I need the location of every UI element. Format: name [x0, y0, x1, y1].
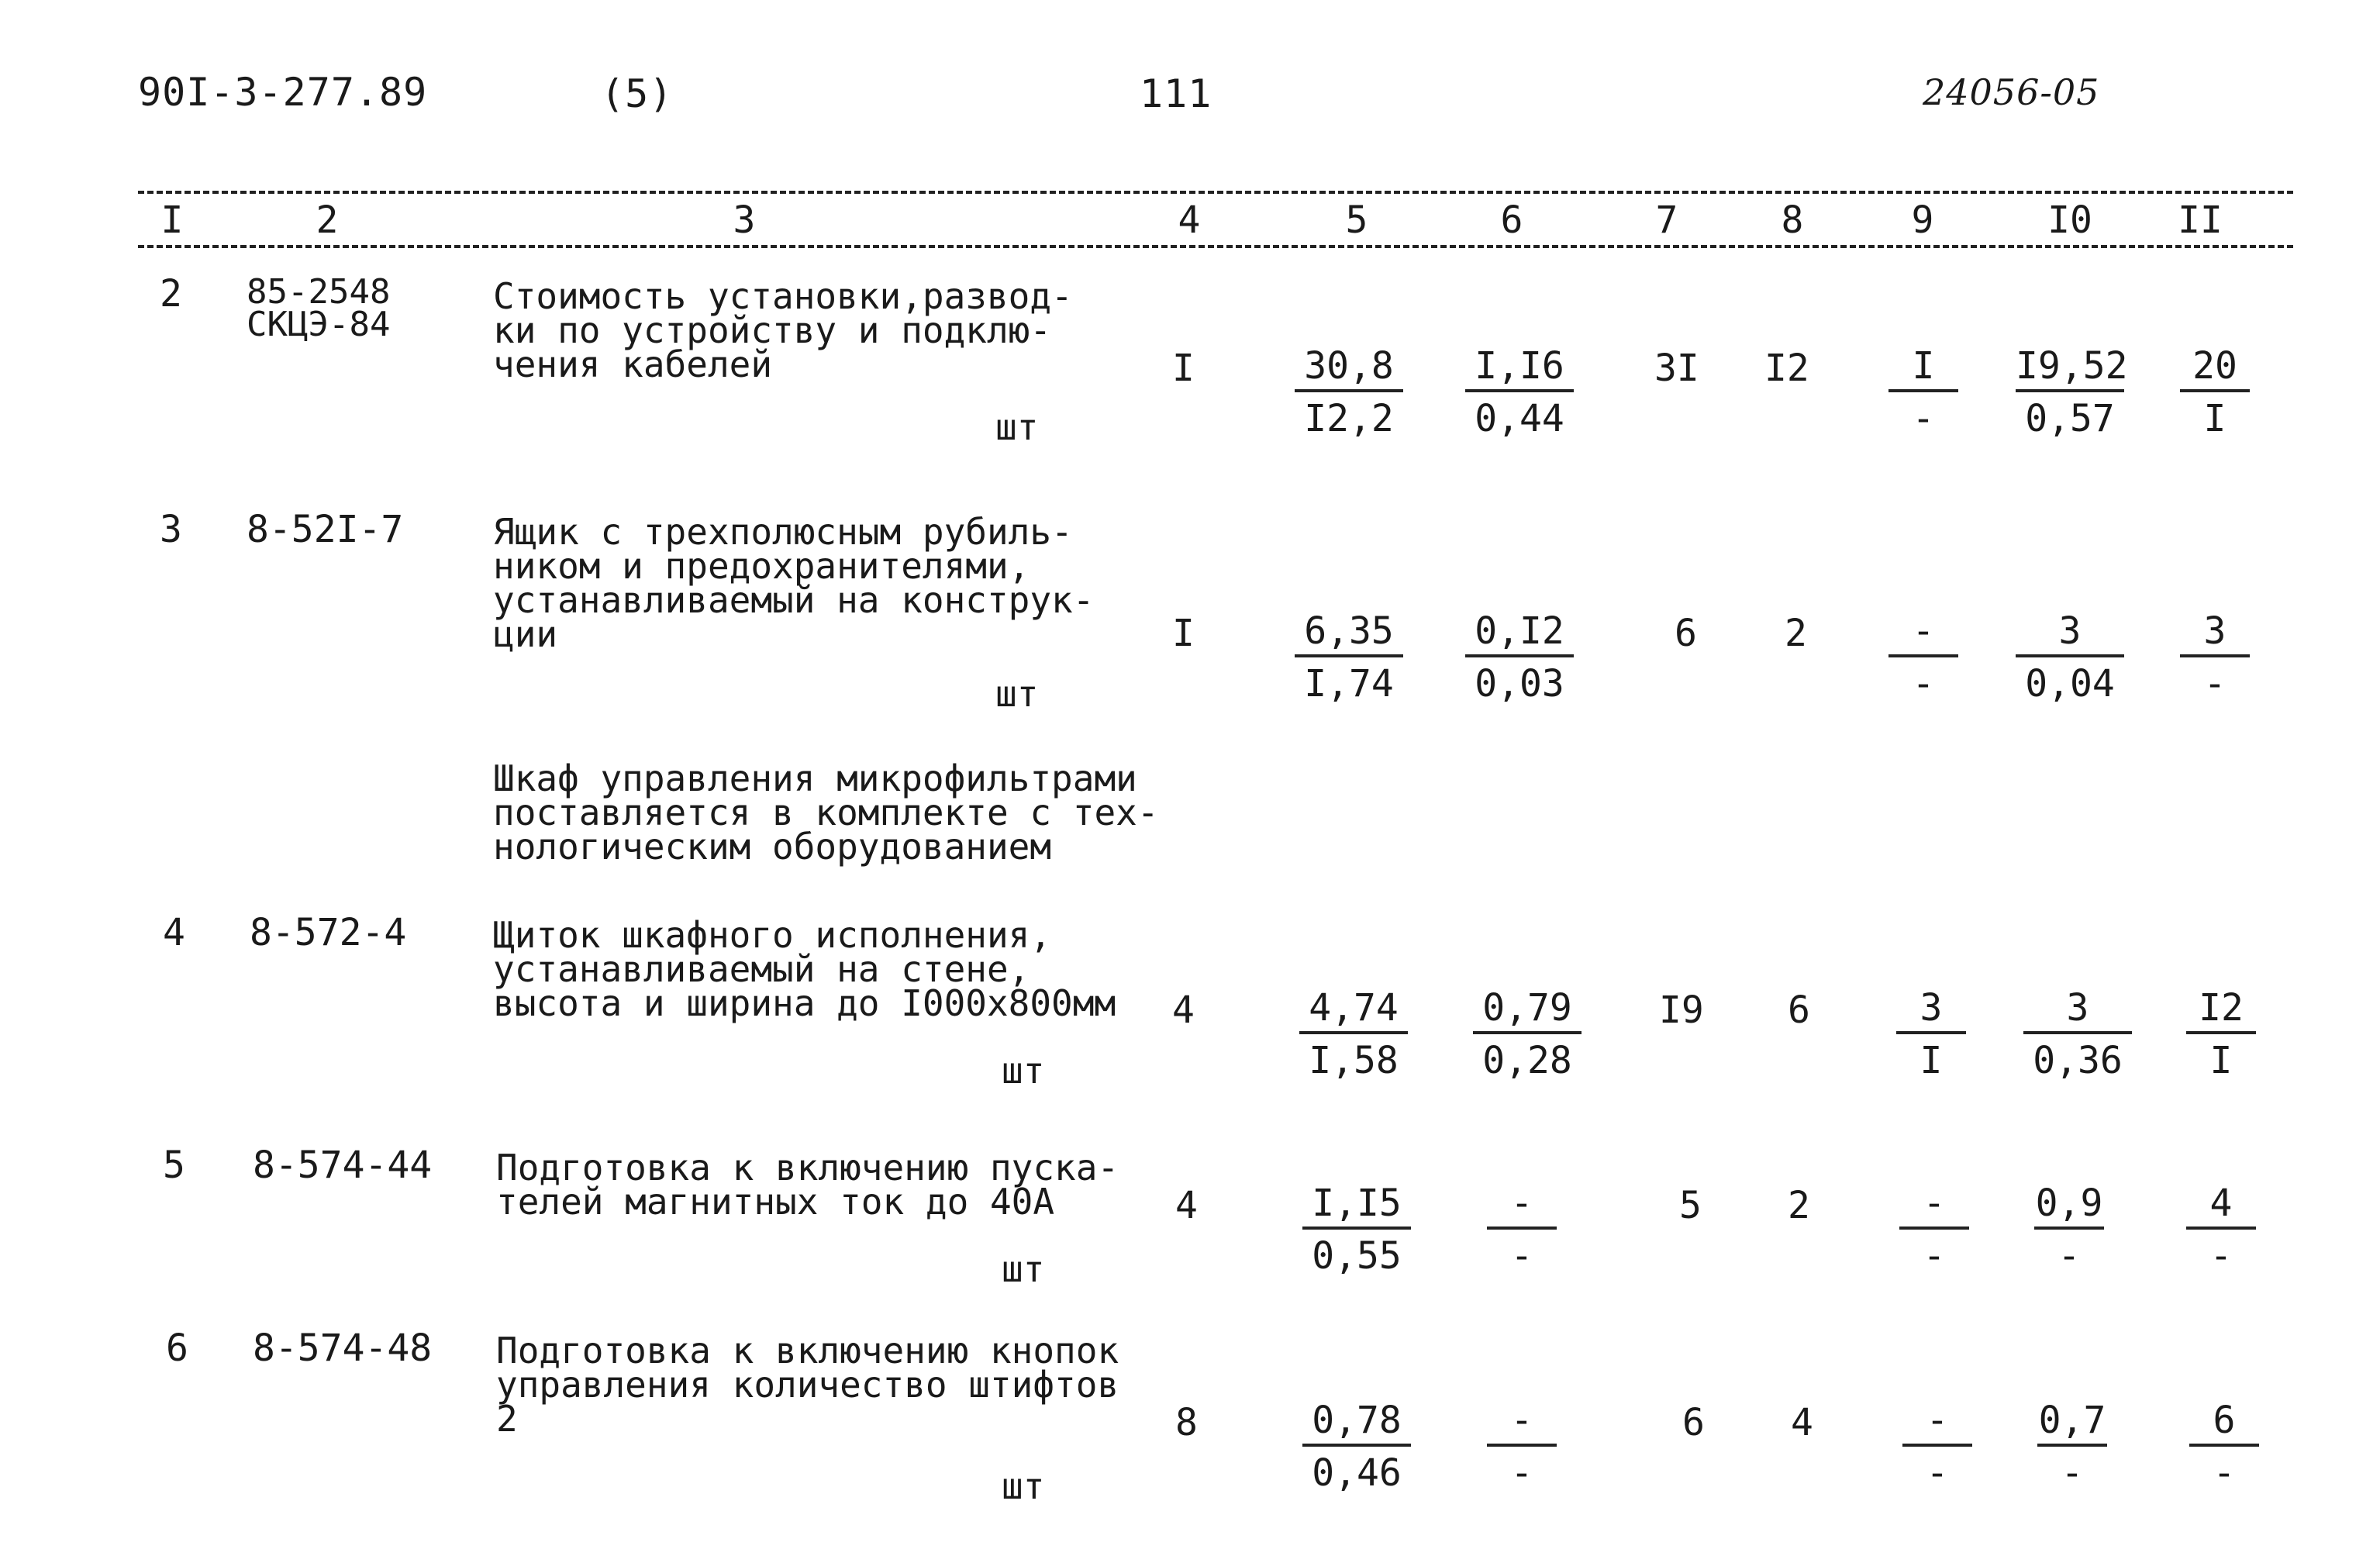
column-header-10: I0 [2047, 198, 2092, 242]
col5-numerator: 0,78 [1302, 1399, 1411, 1447]
col7-value: I9 [1659, 988, 1704, 1032]
row-number: 3 [160, 508, 182, 551]
handwritten-inventory-number: 24056-05 [1923, 71, 2100, 113]
col6-numerator: I,I6 [1465, 344, 1574, 392]
col6-denominator: 0,44 [1475, 397, 1564, 440]
note-text: Шкаф управления микрофильтрами поставляется в комплекте с тех- нологическим оборудованием [493, 757, 1159, 868]
col10-value [2037, 1399, 2107, 1495]
col7-value: 5 [1679, 1184, 1702, 1227]
col6-numerator: - [1487, 1399, 1557, 1447]
col8-value: I2 [1764, 347, 1809, 390]
col6-numerator: - [1487, 1182, 1557, 1230]
col6-denominator: - [1510, 1234, 1533, 1278]
unit: шт [995, 673, 1039, 715]
col5-value [1302, 1399, 1411, 1495]
col6-denominator: 0,03 [1475, 662, 1564, 706]
col10-denominator: - [2061, 1451, 2084, 1495]
col9-denominator: - [1912, 397, 1935, 440]
col11-denominator: - [2213, 1451, 2236, 1495]
col11-numerator: 6 [2189, 1399, 2259, 1447]
column-header-3: 3 [733, 198, 756, 242]
col11-value [2180, 609, 2250, 706]
unit: шт [995, 406, 1039, 448]
rate-code: 8-574-48 [253, 1327, 433, 1370]
column-header-9: 9 [1911, 198, 1934, 242]
header-bottom-rule [138, 245, 2293, 248]
col5-numerator: 4,74 [1299, 986, 1408, 1034]
quantity: 8 [1175, 1401, 1198, 1444]
col9-numerator: I [1888, 344, 1958, 392]
col9-numerator: - [1888, 609, 1958, 657]
col11-value [2186, 986, 2256, 1082]
col10-numerator: 3 [2023, 986, 2132, 1034]
unit: шт [1002, 1465, 1045, 1507]
col5-denominator: 0,55 [1312, 1234, 1402, 1278]
column-header-11: II [2178, 198, 2223, 242]
col9-value [1899, 1182, 1969, 1278]
col10-numerator: I9,52 [2016, 344, 2124, 392]
column-header-7: 7 [1655, 198, 1678, 242]
col9-numerator: - [1899, 1182, 1969, 1230]
header-top-rule [138, 191, 2293, 194]
col10-numerator: 0,9 [2034, 1182, 2104, 1230]
col6-numerator: 0,79 [1473, 986, 1581, 1034]
col9-value [1902, 1399, 1972, 1495]
col11-numerator: 4 [2186, 1182, 2256, 1230]
col5-value [1295, 609, 1403, 706]
row-number: 2 [160, 272, 182, 316]
col11-value [2186, 1182, 2256, 1278]
col11-denominator: - [2209, 1234, 2233, 1278]
work-description: Стоимость установки,развод- ки по устройству и подклю- чения кабелей [493, 275, 1073, 385]
col9-denominator: - [1923, 1234, 1946, 1278]
col11-numerator: 3 [2180, 609, 2250, 657]
col6-denominator: 0,28 [1482, 1039, 1572, 1082]
row-number: 6 [166, 1327, 188, 1370]
col8-value: 4 [1791, 1401, 1813, 1444]
col10-value [2016, 344, 2128, 440]
col10-numerator: 0,7 [2037, 1399, 2107, 1447]
rate-code: 85-2548 СКЦЭ-84 [247, 272, 391, 344]
work-description: Ящик с трехполюсным рубиль- ником и предохранителями, устанавливаемый на конструк- ции [493, 511, 1095, 655]
page-number: 111 [1140, 71, 1212, 116]
work-description: Подготовка к включению пуска- телей магнитных ток до 40А [496, 1147, 1119, 1223]
quantity: I [1172, 612, 1195, 655]
rate-code: 8-572-4 [250, 911, 407, 954]
col5-numerator: 6,35 [1295, 609, 1403, 657]
col9-value [1888, 609, 1958, 706]
column-header-1: I [160, 198, 184, 242]
col6-value [1487, 1182, 1557, 1278]
col10-denominator: 0,04 [2025, 662, 2115, 706]
col5-denominator: I,74 [1304, 662, 1394, 706]
col9-value [1888, 344, 1958, 440]
col10-denominator: 0,57 [2025, 397, 2115, 440]
col11-denominator: I [2203, 397, 2227, 440]
col5-numerator: 30,8 [1295, 344, 1403, 392]
col9-numerator: 3 [1896, 986, 1966, 1034]
col5-denominator: I,58 [1309, 1039, 1399, 1082]
col11-numerator: 20 [2180, 344, 2250, 392]
col5-value [1302, 1182, 1411, 1278]
col9-value [1896, 986, 1966, 1082]
col5-denominator: I2,2 [1304, 397, 1394, 440]
col10-numerator: 3 [2016, 609, 2124, 657]
col7-value: 3I [1654, 347, 1699, 390]
row-number: 4 [163, 911, 185, 954]
col5-numerator: I,I5 [1302, 1182, 1411, 1230]
col10-value [2023, 986, 2132, 1082]
rate-code: 8-52I-7 [247, 508, 404, 551]
col9-denominator: - [1912, 662, 1935, 706]
work-description: Подготовка к включению кнопок управления количество штифтов 2 [496, 1330, 1119, 1440]
col10-value [2016, 609, 2124, 706]
col11-numerator: I2 [2186, 986, 2256, 1034]
col6-value [1473, 986, 1581, 1082]
col6-numerator: 0,I2 [1465, 609, 1574, 657]
col8-value: 2 [1788, 1184, 1810, 1227]
col9-denominator: I [1920, 1039, 1943, 1082]
col6-denominator: - [1510, 1451, 1533, 1495]
unit: шт [1002, 1050, 1045, 1092]
col11-value [2180, 344, 2250, 440]
col11-denominator: I [2209, 1039, 2233, 1082]
column-header-2: 2 [316, 198, 339, 242]
col10-denominator: 0,36 [2033, 1039, 2123, 1082]
col5-value [1295, 344, 1403, 440]
col11-value [2189, 1399, 2259, 1495]
column-header-4: 4 [1178, 198, 1201, 242]
column-header-5: 5 [1345, 198, 1368, 242]
col8-value: 2 [1785, 612, 1807, 655]
col10-denominator: - [2057, 1234, 2081, 1278]
col6-value [1487, 1399, 1557, 1495]
section-number: (5) [601, 71, 674, 116]
row-number: 5 [163, 1144, 185, 1187]
rate-code: 8-574-44 [253, 1144, 433, 1187]
unit: шт [1002, 1248, 1045, 1290]
work-description: Щиток шкафного исполнения, устанавливаемый на стене, высота и ширина до I000х800мм [493, 914, 1116, 1024]
col5-value [1299, 986, 1408, 1082]
col6-value [1465, 609, 1574, 706]
quantity: 4 [1175, 1184, 1198, 1227]
column-header-8: 8 [1781, 198, 1804, 242]
quantity: 4 [1172, 988, 1195, 1032]
quantity: I [1172, 347, 1195, 390]
col7-value: 6 [1682, 1401, 1705, 1444]
col11-denominator: - [2203, 662, 2227, 706]
col8-value: 6 [1788, 988, 1810, 1032]
column-header-6: 6 [1500, 198, 1523, 242]
col7-value: 6 [1675, 612, 1697, 655]
col10-value [2034, 1182, 2104, 1278]
col5-denominator: 0,46 [1312, 1451, 1402, 1495]
col6-value [1465, 344, 1574, 440]
document-code: 90I-3-277.89 [138, 70, 428, 115]
col9-denominator: - [1926, 1451, 1949, 1495]
col9-numerator: - [1902, 1399, 1972, 1447]
